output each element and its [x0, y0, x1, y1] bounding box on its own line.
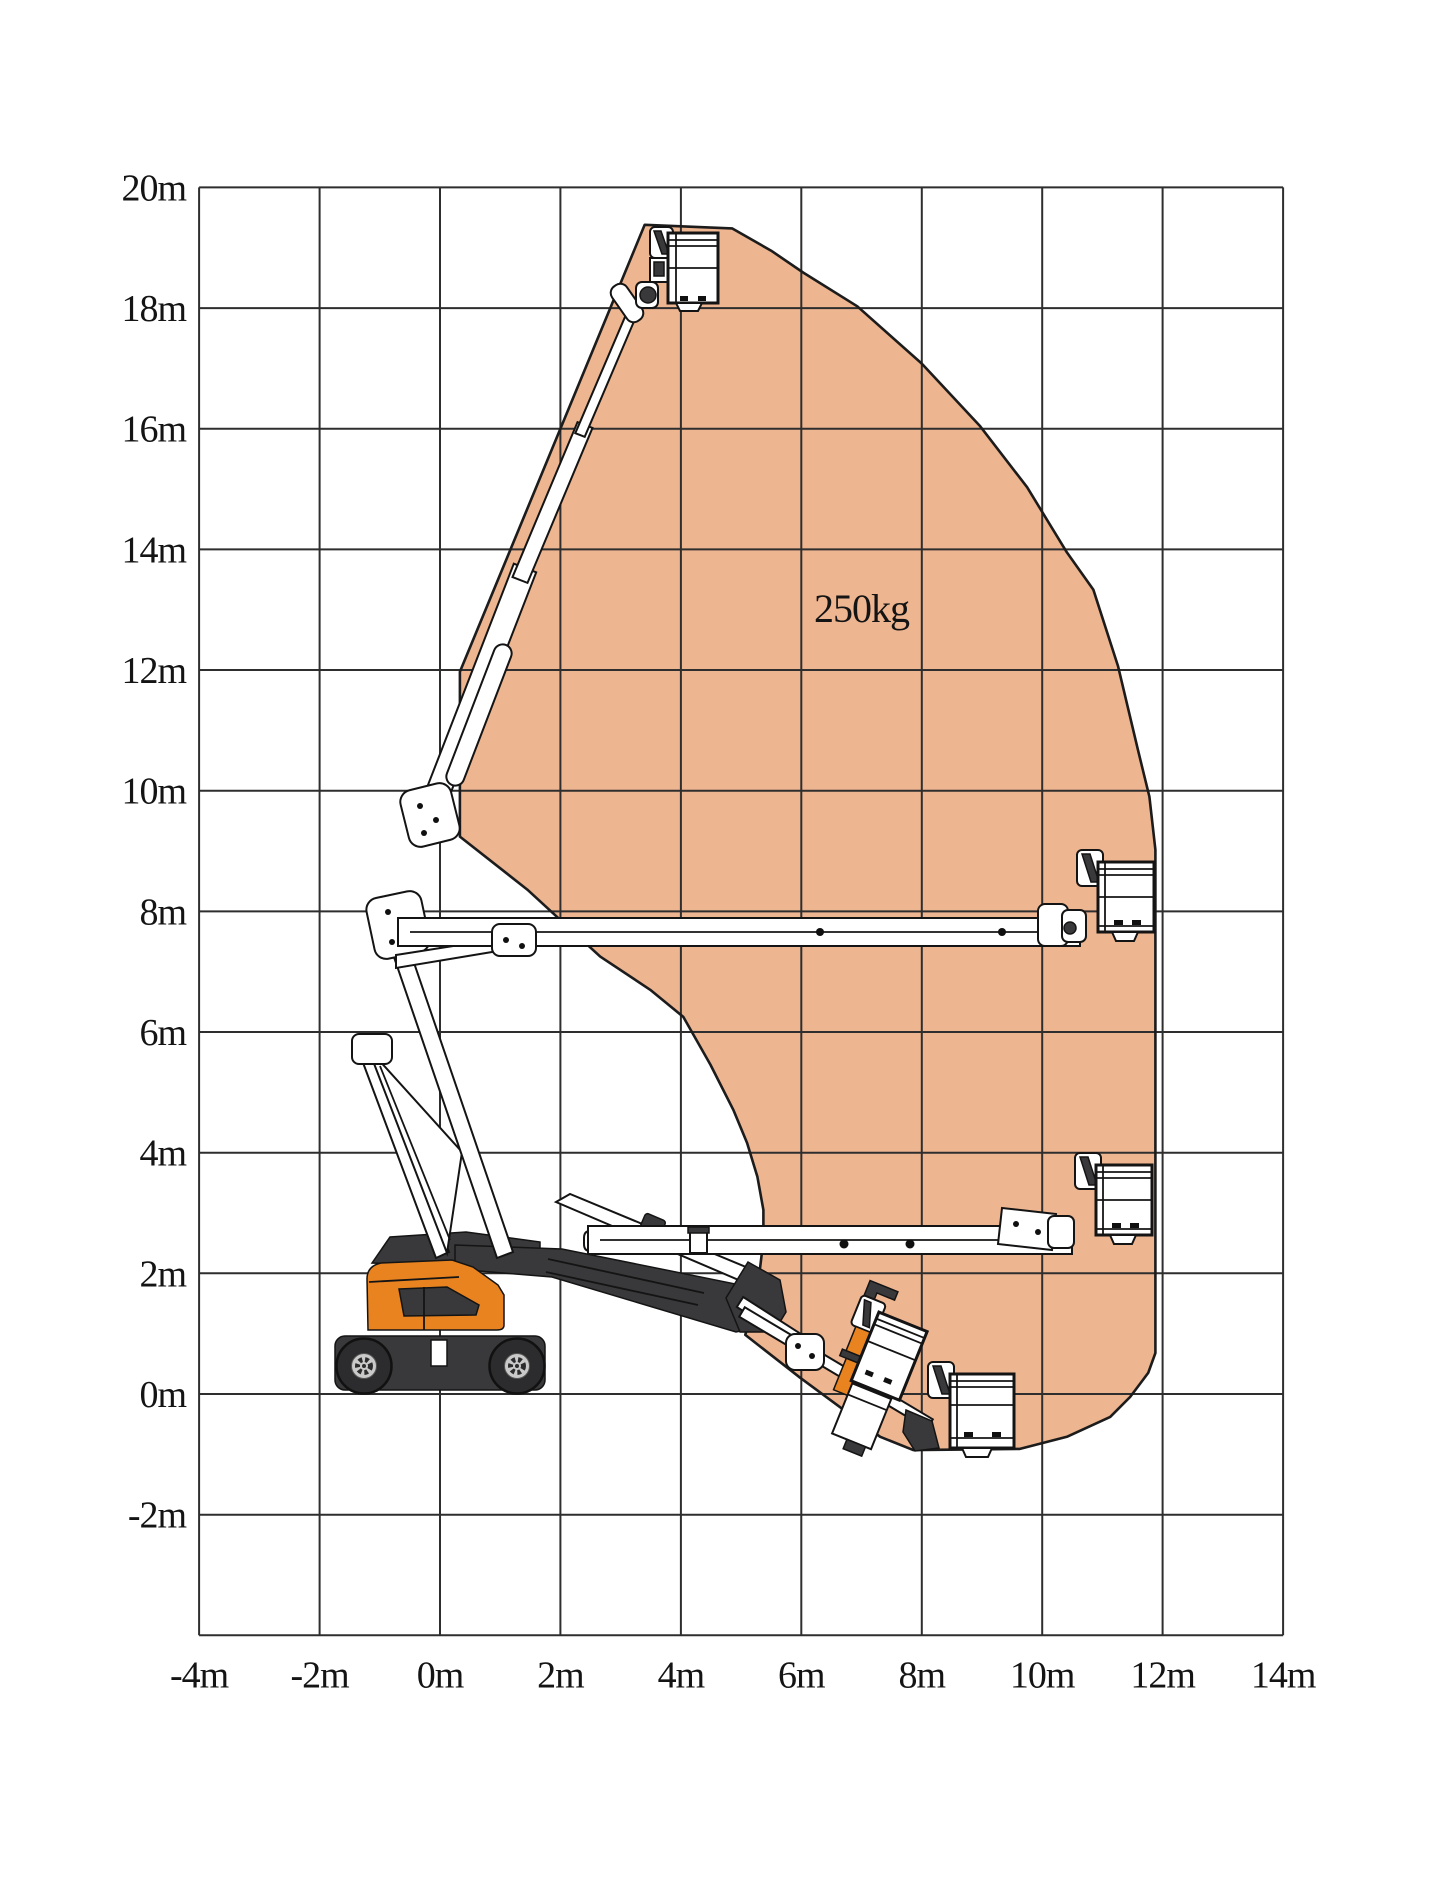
pivot-pin — [1035, 1229, 1041, 1235]
basket-step — [1114, 920, 1123, 925]
basket-step — [1130, 1223, 1139, 1228]
basket-step — [1112, 1223, 1121, 1228]
low-boom-bracket-top — [688, 1227, 709, 1233]
pivot-pin — [795, 1343, 801, 1349]
x-tick-label: 8m — [898, 1654, 946, 1697]
basket-step — [992, 1432, 1001, 1437]
chassis-slot — [431, 1340, 447, 1366]
y-tick-label: 18m — [121, 288, 187, 331]
rotator-core — [654, 262, 664, 276]
jib-pivot — [640, 287, 656, 303]
y-tick-label: 20m — [121, 167, 187, 210]
wheel-rear — [337, 1339, 392, 1394]
basket-step — [698, 296, 706, 301]
wheel-front — [490, 1339, 545, 1394]
x-tick-label: 12m — [1130, 1654, 1195, 1697]
y-tick-label: 14m — [121, 529, 187, 572]
x-tick-label: 2m — [537, 1654, 584, 1697]
y-tick-label: 10m — [121, 770, 187, 813]
basket-step — [1132, 920, 1141, 925]
x-tick-label: -2m — [290, 1654, 349, 1697]
y-tick-label: 6m — [139, 1012, 187, 1054]
jib-pivot — [1064, 922, 1076, 934]
basket-foot — [676, 303, 702, 311]
y-tick-label: 0m — [139, 1374, 187, 1416]
capacity-label: 250kg — [814, 585, 909, 631]
y-tick-label: 8m — [139, 891, 187, 934]
x-tick-label: -4m — [169, 1654, 229, 1697]
rivet — [998, 928, 1006, 936]
x-tick-label: 10m — [1009, 1654, 1075, 1697]
horizontal-boom-plate — [492, 924, 536, 956]
basket-step — [964, 1432, 973, 1437]
rivet — [840, 1240, 849, 1249]
pivot-pin — [519, 943, 525, 949]
pivot-pin — [1013, 1221, 1019, 1227]
basket-foot — [962, 1448, 992, 1457]
pivot-pin — [417, 803, 423, 809]
pivot-pin — [433, 817, 439, 823]
pivot-pin — [385, 909, 391, 915]
down-boom-plate — [786, 1334, 824, 1370]
rivet — [906, 1240, 915, 1249]
x-tick-label: 14m — [1250, 1654, 1316, 1697]
x-tick-label: 6m — [778, 1654, 825, 1697]
x-tick-label: 0m — [416, 1654, 464, 1697]
riser-plate — [352, 1034, 392, 1064]
hub-center — [515, 1364, 519, 1368]
machine-base — [335, 1260, 545, 1394]
pivot-pin — [809, 1353, 815, 1359]
y-tick-label: 16m — [121, 408, 187, 451]
x-tick-label: 4m — [657, 1654, 705, 1697]
jib-link — [1048, 1216, 1074, 1248]
y-tick-label: 12m — [121, 650, 187, 692]
y-tick-label: 2m — [139, 1253, 187, 1296]
basket-foot — [1112, 932, 1138, 941]
hub-center — [362, 1364, 366, 1368]
pivot-pin — [421, 830, 427, 836]
basket-foot — [1110, 1235, 1136, 1244]
y-tick-label: -2m — [127, 1494, 187, 1537]
platform-basket — [950, 1374, 1014, 1448]
pivot-pin — [389, 939, 395, 945]
basket-step — [680, 296, 688, 301]
rivet — [816, 928, 824, 936]
pivot-pin — [503, 937, 509, 943]
y-tick-label: 4m — [139, 1132, 187, 1175]
